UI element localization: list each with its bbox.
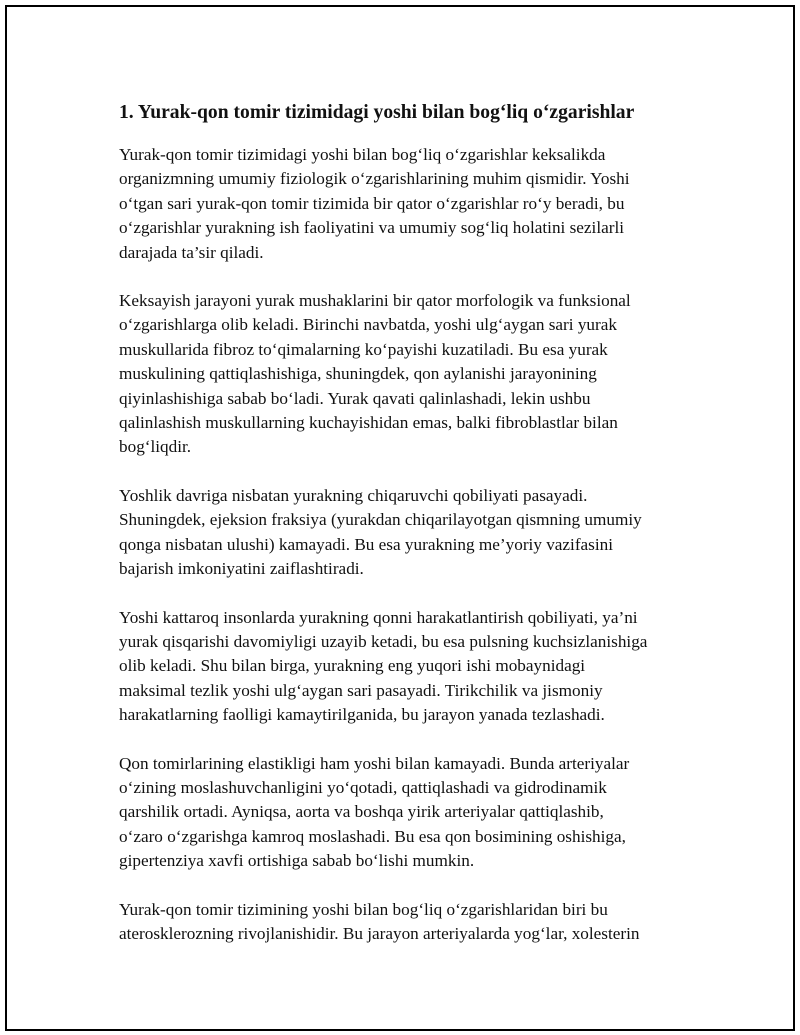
text-line: o‘zgarishlarga olib keladi. Birinchi navbatda, yoshi ulg‘aygan sari yurak <box>119 315 617 335</box>
text-line: Yoshlik davriga nisbatan yurakning chiqaruvchi qobiliyati pasayadi. <box>119 485 588 505</box>
text-line: Qon tomirlarining elastikligi ham yoshi bilan kamayadi. Bunda arteriyalar <box>119 753 630 773</box>
paragraph-6 <box>119 898 699 947</box>
text-line: Yurak-qon tomir tizimining yoshi bilan bog‘liq o‘zgarishlaridan biri bu <box>119 899 608 919</box>
text-line: darajada ta’sir qiladi. <box>119 242 264 262</box>
text-line: muskullarida fibroz to‘qimalarning ko‘payishi kuzatiladi. Bu esa yurak <box>119 339 608 359</box>
text-line: o‘zgarishlar yurakning ish faoliyatini va umumiy sog‘liq holatini sezilarli <box>119 218 625 238</box>
text-line: bajarish imkoniyatini zaiflashtiradi. <box>119 559 364 579</box>
paragraph-1 <box>119 143 699 265</box>
text-line: o‘tgan sari yurak-qon tomir tizimida bir qator o‘zgarishlar ro‘y beradi, bu <box>119 193 625 213</box>
text-line: o‘zaro o‘zgarishga kamroq moslashadi. Bu esa qon bosimining oshishiga, <box>119 826 626 846</box>
text-line: qalinlashish muskullarning kuchayishidan emas, balki fibroblastlar bilan <box>119 413 618 433</box>
text-line: muskulining qattiqlashishiga, shuningdek, qon aylanishi jarayonining <box>119 364 597 384</box>
paragraph-4 <box>119 606 699 728</box>
text-line: qiyinlashishiga sabab bo‘ladi. Yurak qavati qalinlashadi, lekin ushbu <box>119 388 591 408</box>
text-line: bog‘liqdir. <box>119 437 192 457</box>
text-line: aterosklerozning rivojlanishidir. Bu jarayon arteriyalarda yog‘lar, xolesterin <box>119 923 640 943</box>
text-line: o‘zining moslashuvchanligini yo‘qotadi, qattiqlashadi va gidrodinamik <box>119 777 607 797</box>
text-line: Keksayish jarayoni yurak mushaklarini bir qator morfologik va funksional <box>119 291 631 311</box>
text-line: yurak qisqarishi davomiyligi uzayib ketadi, bu esa pulsning kuchsizlanishiga <box>119 631 648 651</box>
text-line: Yoshi kattaroq insonlarda yurakning qonni harakatlantirish qobiliyati, ya’ni <box>119 607 638 627</box>
text-line: gipertenziya xavfi ortishiga sabab bo‘lishi mumkin. <box>119 851 475 871</box>
text-line: maksimal tezlik yoshi ulg‘aygan sari pasayadi. Tirikchilik va jismoniy <box>119 680 603 700</box>
text-line: organizmning umumiy fiziologik o‘zgarishlarining muhim qismidir. Yoshi <box>119 169 630 189</box>
section-heading: 1. Yurak-qon tomir tizimidagi yoshi bilan bog‘liq o‘zgarishlar <box>119 102 635 123</box>
paragraph-2 <box>119 289 699 460</box>
text-line: harakatlarning faolligi kamaytirilganida, bu jarayon yanada tezlashadi. <box>119 705 605 725</box>
text-line: qarshilik ortadi. Ayniqsa, aorta va boshqa yirik arteriyalar qattiqlashib, <box>119 802 604 822</box>
page-frame <box>5 5 795 1031</box>
paragraph-5 <box>119 752 699 874</box>
document-body <box>119 99 699 970</box>
text-line: qonga nisbatan ulushi) kamayadi. Bu esa yurakning me’yoriy vazifasini <box>119 534 614 554</box>
text-line: olib keladi. Shu bilan birga, yurakning eng yuqori ishi mobaynidagi <box>119 656 586 676</box>
text-line: Yurak-qon tomir tizimidagi yoshi bilan bog‘liq o‘zgarishlar keksalikda <box>119 145 606 164</box>
paragraph-3 <box>119 484 699 582</box>
text-line: Shuningdek, ejeksion fraksiya (yurakdan chiqarilayotgan qismning umumiy <box>119 510 642 530</box>
